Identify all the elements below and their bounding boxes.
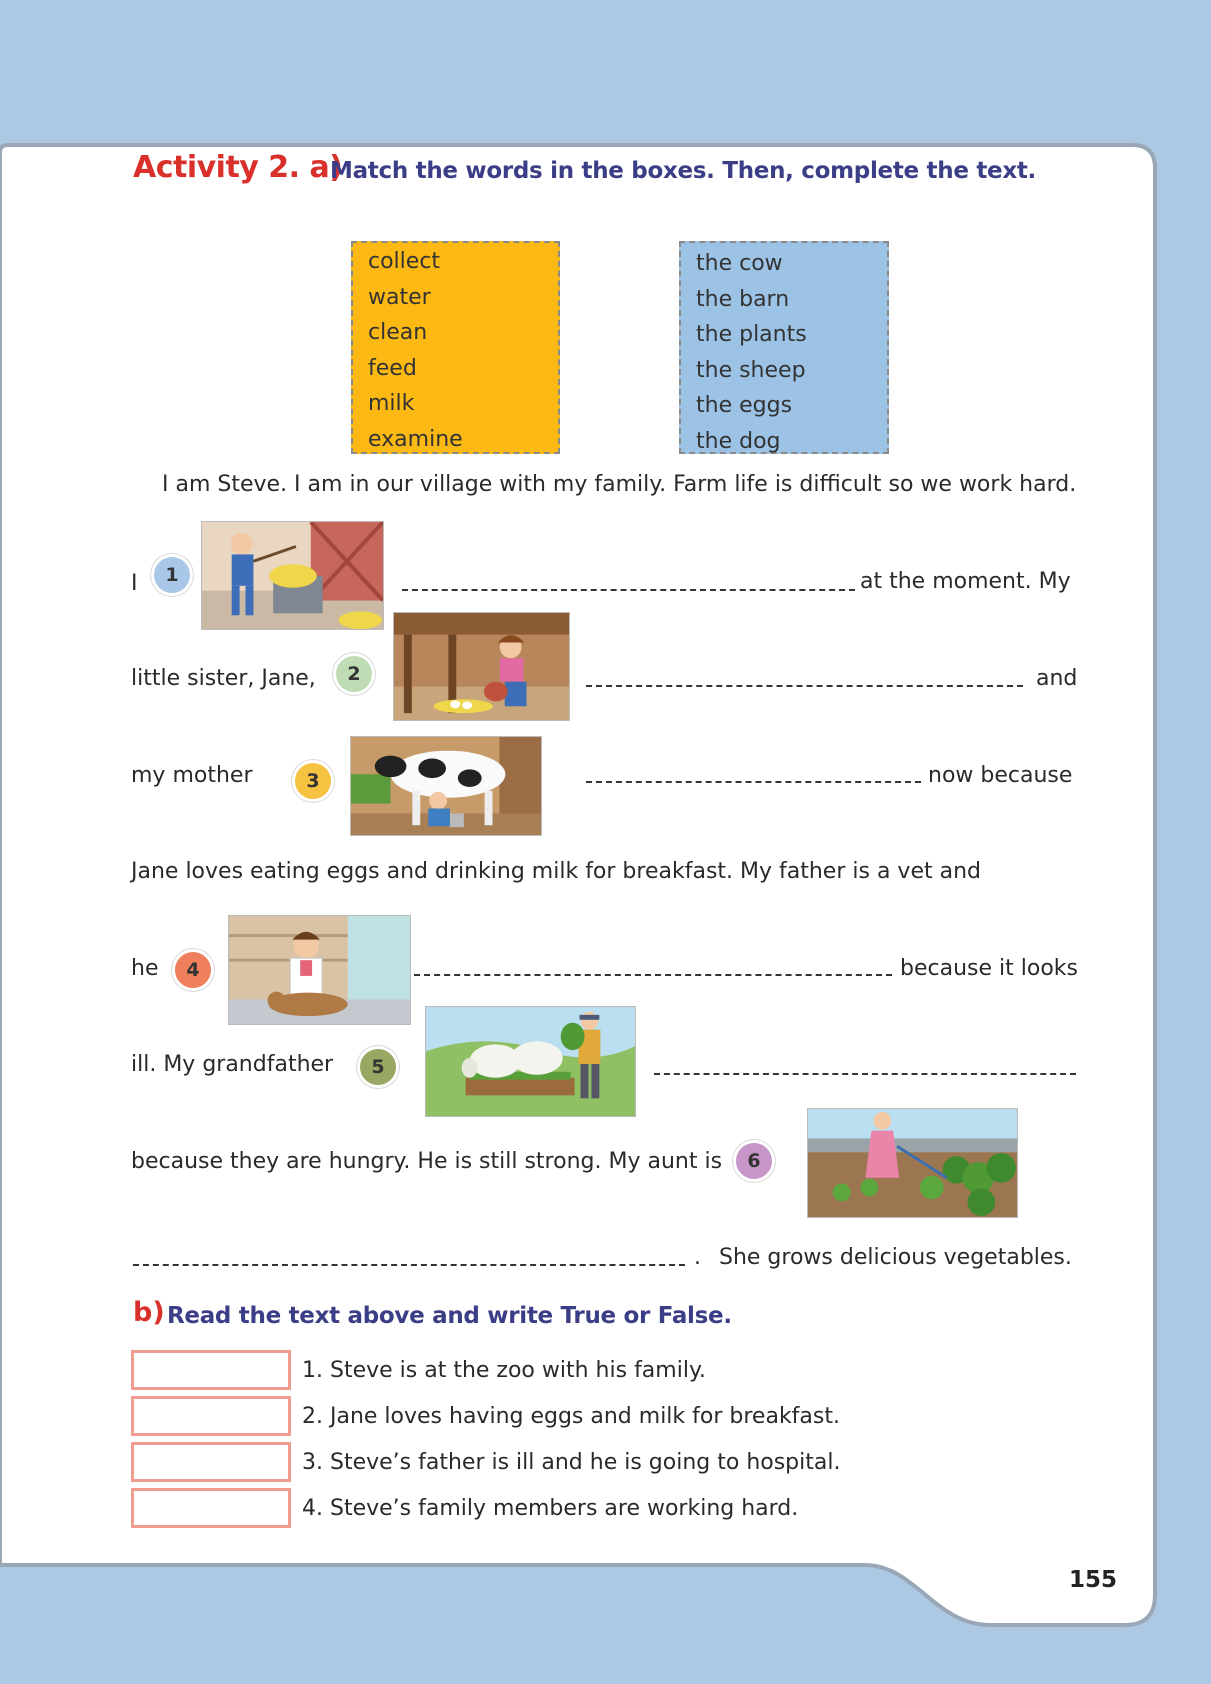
verbs-box bbox=[351, 241, 560, 454]
page-number: 155 bbox=[1069, 1567, 1118, 1593]
answer-box-4[interactable] bbox=[131, 1488, 291, 1528]
statement-2: 2. Jane loves having eggs and milk for breakfast. bbox=[302, 1404, 840, 1429]
man-feeding-sheep-icon bbox=[425, 1006, 636, 1117]
statement-3: 3. Steve’s father is ill and he is going to hospital. bbox=[302, 1450, 841, 1475]
intro-text: I am Steve. I am in our village with my family. Farm life is difficult so we work hard. bbox=[162, 472, 1077, 497]
woman-watering-plants-icon bbox=[807, 1108, 1018, 1218]
instruction-b: Read the text above and write True or False. bbox=[167, 1303, 732, 1329]
line4-text: Jane loves eating eggs and drinking milk for breakfast. My father is a vet and bbox=[131, 859, 981, 884]
woman-milking-cow-icon bbox=[350, 736, 542, 836]
answer-box-3[interactable] bbox=[131, 1442, 291, 1482]
number-badge-2: 2 bbox=[333, 653, 375, 695]
line2-start: little sister, Jane, bbox=[131, 666, 316, 691]
instruction-a: Match the words in the boxes. Then, complete the text. bbox=[330, 158, 1036, 184]
statement-4: 4. Steve’s family members are working hard. bbox=[302, 1496, 799, 1521]
answer-box-1[interactable] bbox=[131, 1350, 291, 1390]
line8-end: She grows delicious vegetables. bbox=[719, 1245, 1072, 1270]
answer-blank-5[interactable] bbox=[654, 1073, 1076, 1075]
girl-collecting-eggs-icon bbox=[393, 612, 570, 721]
answer-blank-2[interactable] bbox=[586, 685, 1023, 687]
verb-item: collect bbox=[368, 249, 441, 274]
vet-examining-dog-icon bbox=[228, 915, 411, 1025]
answer-blank-3[interactable] bbox=[586, 781, 921, 783]
verb-item: examine bbox=[368, 426, 463, 452]
line1-end: at the moment. My bbox=[860, 569, 1071, 594]
line7-text: because they are hungry. He is still strong. My aunt is bbox=[131, 1149, 723, 1174]
number-badge-4: 4 bbox=[172, 949, 214, 991]
line5-end: because it looks bbox=[900, 956, 1078, 981]
line5-start: he bbox=[131, 956, 159, 981]
number-badge-6: 6 bbox=[733, 1140, 775, 1182]
verb-item: clean bbox=[368, 320, 428, 345]
verb-item: water bbox=[368, 284, 431, 310]
noun-item: the cow bbox=[696, 251, 783, 276]
number-badge-1: 1 bbox=[151, 554, 193, 596]
boy-cleaning-barn-icon bbox=[201, 521, 384, 630]
part-b-label: b) bbox=[133, 1297, 165, 1328]
line6-start: ill. My grandfather bbox=[131, 1052, 334, 1077]
answer-blank-4[interactable] bbox=[414, 974, 892, 976]
noun-item: the eggs bbox=[696, 393, 793, 418]
line3-end: now because bbox=[928, 763, 1073, 788]
answer-blank-6[interactable] bbox=[133, 1264, 685, 1266]
verb-item: feed bbox=[368, 355, 417, 381]
answer-blank-1[interactable] bbox=[402, 589, 855, 591]
line1-start: I bbox=[131, 571, 138, 596]
nouns-box bbox=[679, 241, 889, 454]
activity-heading: Activity 2. a) bbox=[133, 150, 343, 185]
line3-start: my mother bbox=[131, 763, 253, 788]
noun-item: the plants bbox=[696, 322, 807, 347]
verb-item: milk bbox=[368, 391, 415, 416]
noun-item: the sheep bbox=[696, 357, 806, 383]
line8-dot: . bbox=[694, 1245, 701, 1270]
number-badge-5: 5 bbox=[357, 1046, 399, 1088]
statement-1: 1. Steve is at the zoo with his family. bbox=[302, 1358, 706, 1383]
number-badge-3: 3 bbox=[292, 760, 334, 802]
line2-end: and bbox=[1036, 666, 1078, 691]
noun-item: the barn bbox=[696, 286, 790, 312]
noun-item: the dog bbox=[696, 428, 781, 454]
answer-box-2[interactable] bbox=[131, 1396, 291, 1436]
